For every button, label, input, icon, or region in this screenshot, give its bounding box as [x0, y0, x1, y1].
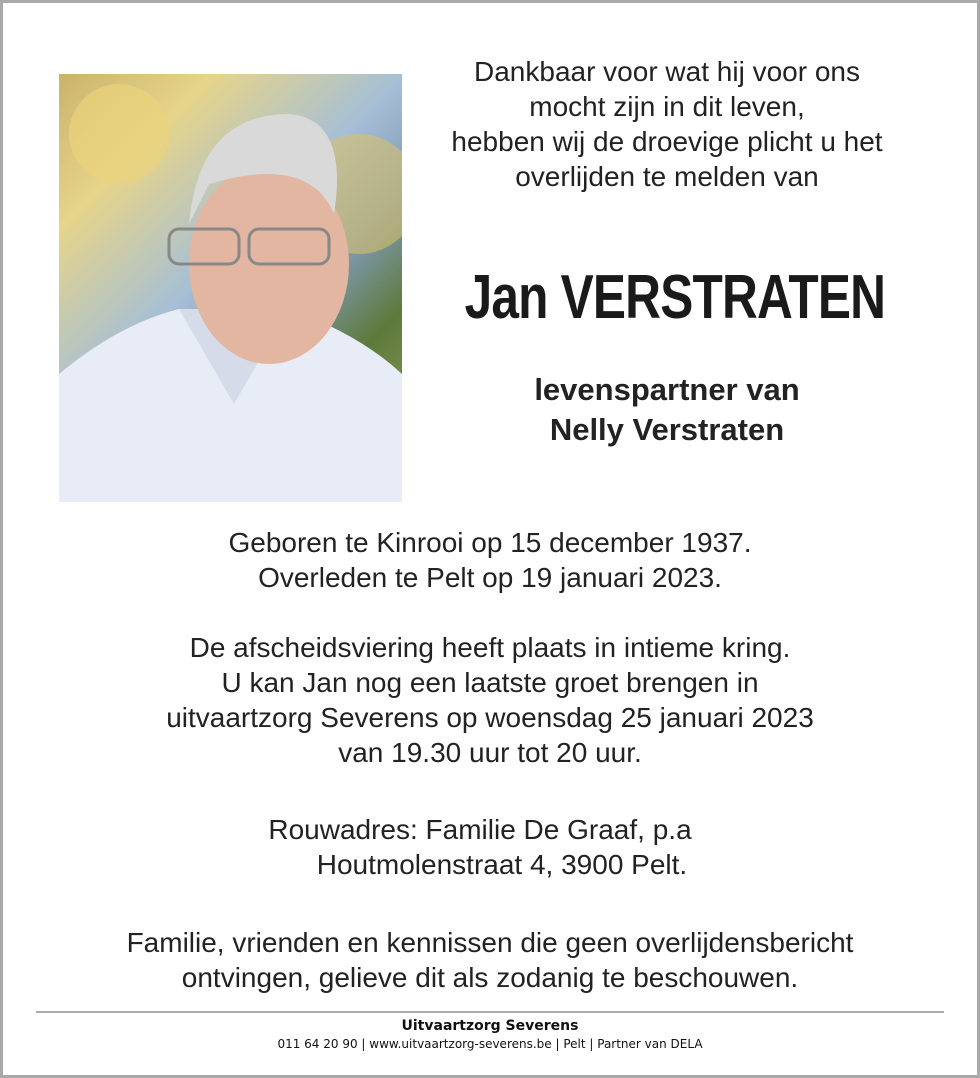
deceased-name [412, 262, 922, 333]
intro-line: hebben wij de droevige plicht u het [451, 126, 883, 157]
address-text [40, 812, 940, 882]
birth-line: Geboren te Kinrooi op 15 december 1937. [228, 527, 752, 558]
deceased-name-text: Jan VERSTRATEN [464, 263, 886, 332]
intro-line: Dankbaar voor wat hij voor ons [474, 56, 860, 87]
address-line: Rouwadres: Familie De Graaf, p.a [268, 814, 692, 845]
footer-divider [36, 1011, 944, 1013]
ceremony-text [40, 630, 940, 770]
intro-line: overlijden te melden van [515, 161, 819, 192]
birth-death-text [40, 525, 940, 595]
ceremony-line: De afscheidsviering heeft plaats in intieme kring. [189, 632, 791, 663]
ceremony-line: U kan Jan nog een laatste groet brengen in [221, 667, 759, 698]
ceremony-line: uitvaartzorg Severens op woensdag 25 januari 2023 [166, 702, 814, 733]
address-line: Houtmolenstraat 4, 3900 Pelt. [316, 849, 688, 880]
partner-text [412, 370, 922, 450]
ceremony-line: van 19.30 uur tot 20 uur. [338, 737, 642, 768]
closing-line: Familie, vrienden en kennissen die geen overlijdensbericht [126, 927, 854, 958]
intro-text [412, 54, 922, 194]
funeral-home-name: Uitvaartzorg Severens [401, 1018, 579, 1034]
portrait-photo [59, 74, 402, 502]
intro-line: mocht zijn in dit leven, [529, 91, 805, 122]
partner-line: Nelly Verstraten [549, 412, 785, 447]
partner-line: levenspartner van [534, 372, 800, 407]
funeral-home-contact: 011 64 20 90 | www.uitvaartzorg-severens.be | Pelt | Partner van DELA [277, 1037, 703, 1051]
closing-text [40, 925, 940, 995]
closing-line: ontvingen, gelieve dit als zodanig te beschouwen. [181, 962, 799, 993]
death-line: Overleden te Pelt op 19 januari 2023. [258, 562, 722, 593]
